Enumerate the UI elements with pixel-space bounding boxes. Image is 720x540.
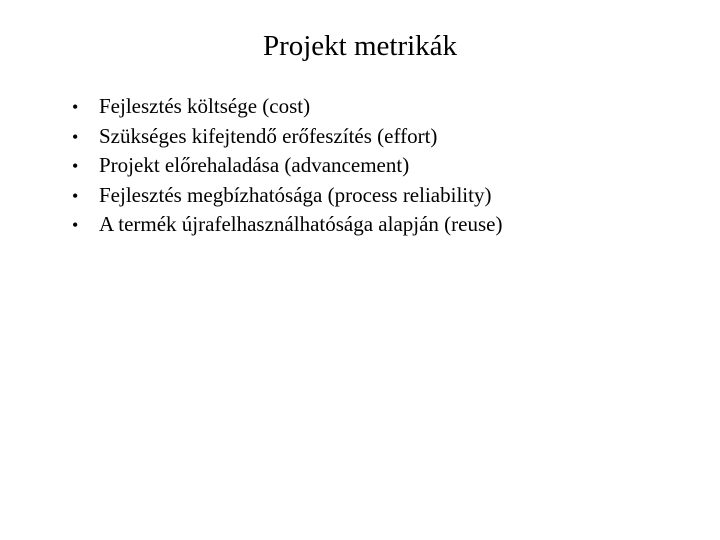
bullet-text: Fejlesztés költsége (cost) (99, 94, 311, 118)
bullet-item (72, 210, 692, 240)
bullet-text: A termék újrafelhasználhatósága alapján (reuse) (99, 212, 503, 236)
bullet-text: Szükséges kifejtendő erőfeszítés (effort) (99, 123, 438, 148)
bullet-list (72, 92, 692, 240)
bullet-text: Fejlesztés megbízhatósága (process reliability) (99, 182, 492, 207)
slide-title: Projekt metrikák (262, 30, 458, 62)
bullet-icon: • (72, 126, 79, 147)
bullet-item (72, 92, 692, 122)
bullet-item (72, 122, 692, 152)
bullet-icon: • (72, 185, 79, 206)
bullet-text: Projekt előrehaladása (advancement) (99, 153, 410, 177)
bullet-item (72, 181, 692, 211)
bullet-icon: • (72, 156, 79, 176)
bullet-item (72, 151, 692, 181)
bullet-icon: • (72, 215, 79, 235)
bullet-icon: • (72, 97, 79, 117)
